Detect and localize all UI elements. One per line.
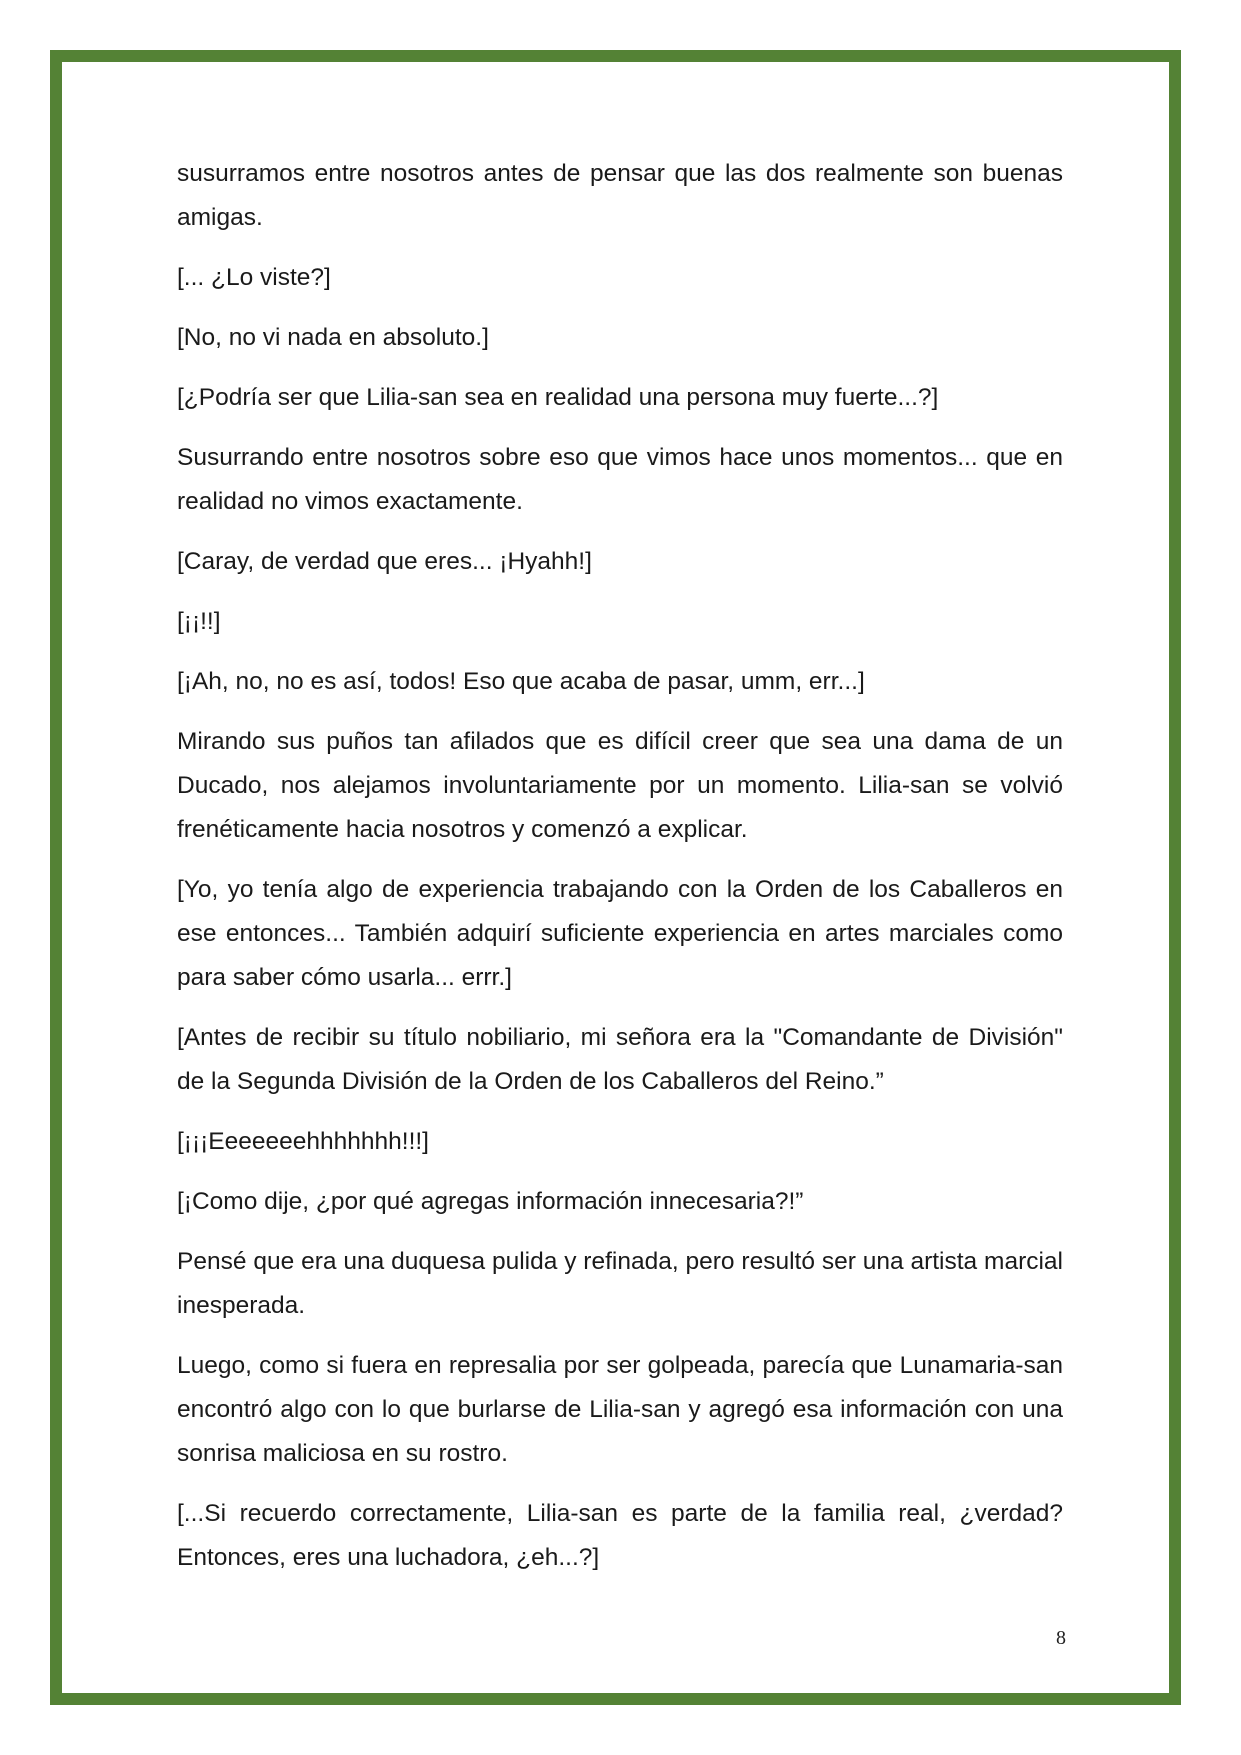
paragraph: susurramos entre nosotros antes de pensar que las dos realmente son buenas amigas.	[177, 160, 1063, 231]
paragraph: [¿Podría ser que Lilia-san sea en realidad una persona muy fuerte...?]	[177, 384, 939, 411]
paragraph: Luego, como si fuera en represalia por ser golpeada, parecía que Lunamaria-san encontró algo con lo que burlarse de Lilia-san y agregó esa información con una sonrisa maliciosa en su rostro.	[177, 1352, 1063, 1467]
document-body	[177, 152, 1063, 1596]
paragraph: [Antes de recibir su título nobiliario, mi señora era la "Comandante de División" de la Segunda División de la Orden de los Caballeros del Reino.”	[177, 1024, 1063, 1095]
paragraph: [...Si recuerdo correctamente, Lilia-san es parte de la familia real, ¿verdad? Entonces, eres una luchadora, ¿eh...?]	[177, 1500, 1063, 1571]
page-number: 8	[1056, 1627, 1066, 1649]
paragraph: Susurrando entre nosotros sobre eso que vimos hace unos momentos... que en realidad no vimos exactamente.	[177, 444, 1063, 515]
paragraph: [¡Ah, no, no es así, todos! Eso que acaba de pasar, umm, err...]	[177, 668, 865, 695]
paragraph: [... ¿Lo viste?]	[177, 264, 331, 291]
paragraph: [No, no vi nada en absoluto.]	[177, 324, 489, 351]
paragraph: Mirando sus puños tan afilados que es difícil creer que sea una dama de un Ducado, nos alejamos involuntariamente por un momento. Lilia-san se volvió frenéticamente hacia nosotros y comenzó a explicar.	[177, 728, 1063, 843]
paragraph: [Caray, de verdad que eres... ¡Hyahh!]	[177, 548, 592, 575]
paragraph: Pensé que era una duquesa pulida y refinada, pero resultó ser una artista marcial inesperada.	[177, 1248, 1063, 1319]
paragraph: [Yo, yo tenía algo de experiencia trabajando con la Orden de los Caballeros en ese entonces... También adquirí suficiente experiencia en artes marciales como para saber cómo usarla... errr.]	[177, 876, 1063, 991]
paragraph: [¡Como dije, ¿por qué agregas información innecesaria?!”	[177, 1188, 804, 1215]
paragraph: [¡¡!!]	[177, 608, 221, 635]
paragraph: [¡¡¡Eeeeeeehhhhhhh!!!]	[177, 1128, 429, 1155]
